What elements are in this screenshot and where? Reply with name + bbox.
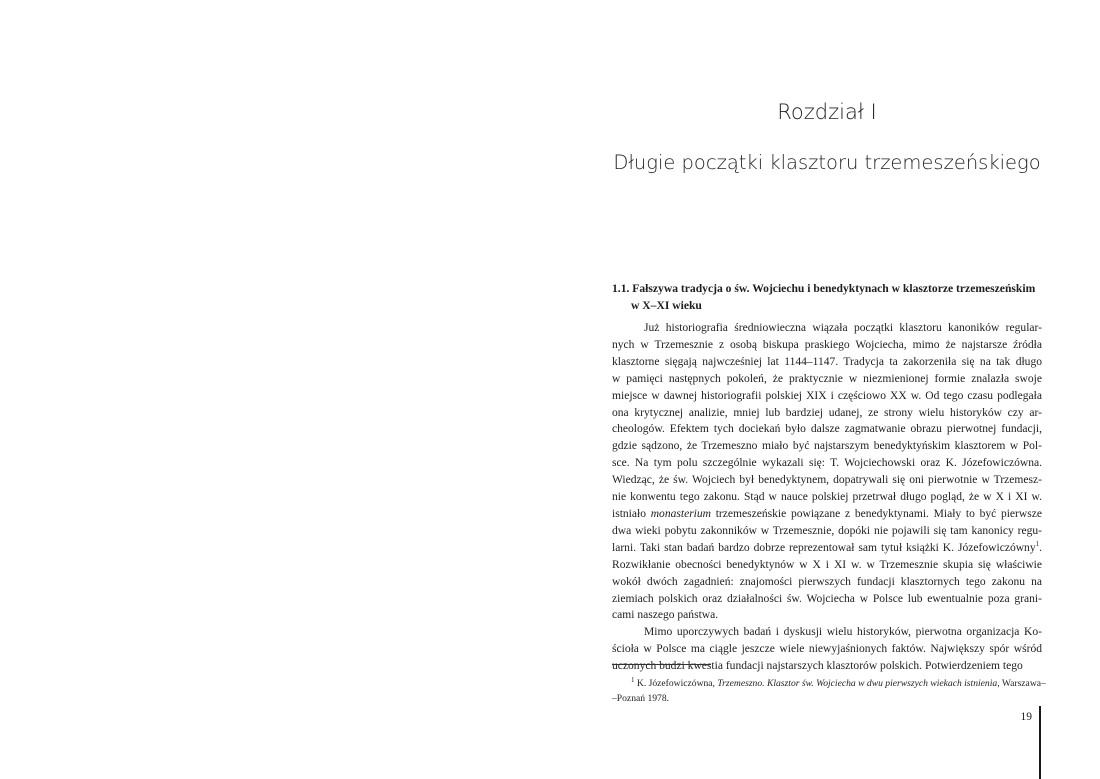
text-line: uczonych budzi kwestia fundacji najstarszych klasztorów polskich. Potwierdzeniem tego <box>612 660 1023 673</box>
text-line: nych w Trzemesznie z osobą biskupa praskiego Wojciecha, mimo że najstarsze źródła <box>612 338 1042 351</box>
text-line: klasztorne sięgają najwcześniej lat 1144–1147. Tradycja ta zakorzeniła się na tak długo <box>612 355 1042 368</box>
footnote-author: K. Józefowiczówna, <box>636 678 715 689</box>
text-line: istniało monasterium trzemeszeńskie powiązane z benedyktynami. Miały to być pierwsze <box>612 507 1042 520</box>
footnote-line: –Poznań 1978. <box>612 692 670 704</box>
text-line: larni. Taki stan badań bardzo dobrze reprezentował sam tytuł książki K. Józefowiczówny$^1$. <box>612 539 1042 554</box>
footnote-book-title: Trzemeszno. Klasztor św. Wojciecha w dwu pierwszych wiekach istnienia <box>717 678 998 689</box>
chapter-title: Długie początki klasztoru trzemeszeńskiego <box>613 151 1041 174</box>
footnote-ref[interactable]: 1 <box>1035 539 1040 548</box>
text-line: gdzie sądzono, że Trzemeszno miało być najstarszym benedyktyńskim klasztorem w Pol- <box>612 440 1042 453</box>
text-line: Wiedząc, że św. Wojciech był benedyktynem, dopatrywali się oni pierwotnie w Trzemesz- <box>612 474 1042 487</box>
paragraph <box>612 320 1042 624</box>
italic-term: monasterium <box>650 507 712 520</box>
text-line: miejsce w dawnej historiografii polskiej XIX i częściowo XX w. Od tego czasu podlegała <box>612 389 1042 402</box>
page-number: 19 <box>1020 711 1032 723</box>
text-line: dwa wieki pobytu zakonników w Trzemesznie, dopóki nie pojawili się tam kanonicy regu- <box>612 524 1042 537</box>
paragraph <box>612 624 1042 675</box>
footnote-line <box>612 675 1046 692</box>
chapter-label: Rozdział I <box>777 100 877 124</box>
text-line: wokół dwóch zagadnień: znajomości pierwszych fundacji klasztornych tego zakonu na <box>612 575 1042 588</box>
body-text <box>612 320 1042 675</box>
footnote-marker: 1 <box>631 675 635 684</box>
text-line: ziemiach polskich oraz działalności św. Wojciecha w Polsce lub ewentualnie poza grani- <box>612 592 1042 605</box>
section-heading-line: 1.1. Fałszywa tradycja o św. Wojciechu i benedyktynach w klasztorze trzemeszeńskim <box>612 282 1036 295</box>
footnote-rule <box>612 664 711 665</box>
section-heading <box>612 280 1042 314</box>
text-line: ścioła w Polsce ma ciągle jeszcze wiele niewyjaśnionych faktów. Największy spór wśród <box>612 643 1042 656</box>
footnote-place: , Warszawa– <box>997 678 1046 689</box>
page-edge-line <box>1039 706 1041 779</box>
text-line: Mimo uporczywych badań i dyskusji wielu historyków, pierwotna organizacja Ko- <box>644 626 1042 639</box>
section-heading-line: w X–XI wieku <box>631 299 702 312</box>
text-line: nie konwentu tego zakonu. Stąd w nauce polskiej przetrwał długo pogląd, że w X i XI w. <box>612 491 1042 504</box>
text-line: sce. Na tym polu szczególnie wykazali się: T. Wojciechowski oraz K. Józefowiczówna. <box>612 457 1042 470</box>
text-line: cami naszego państwa. <box>612 609 719 622</box>
text-line: cheologów. Efektem tych dociekań było dalsze zagmatwanie obrazu pierwotnej fundacji, <box>612 423 1042 436</box>
text-line: Rozwikłanie obecności benedyktynów w X i XI w. w Trzemesznie skupia się właściwie <box>612 558 1042 571</box>
text-line: w pamięci następnych pokoleń, że praktycznie w niezmienionej formie znalazła swoje <box>612 372 1042 385</box>
footnote <box>612 675 1046 706</box>
text-line: Już historiografia średniowieczna wiązała początki klasztoru kanoników regular- <box>644 322 1042 334</box>
text-line: ona krytycznej analizie, mniej lub bardziej udanej, ze strony wielu historyków czy ar- <box>612 406 1042 419</box>
